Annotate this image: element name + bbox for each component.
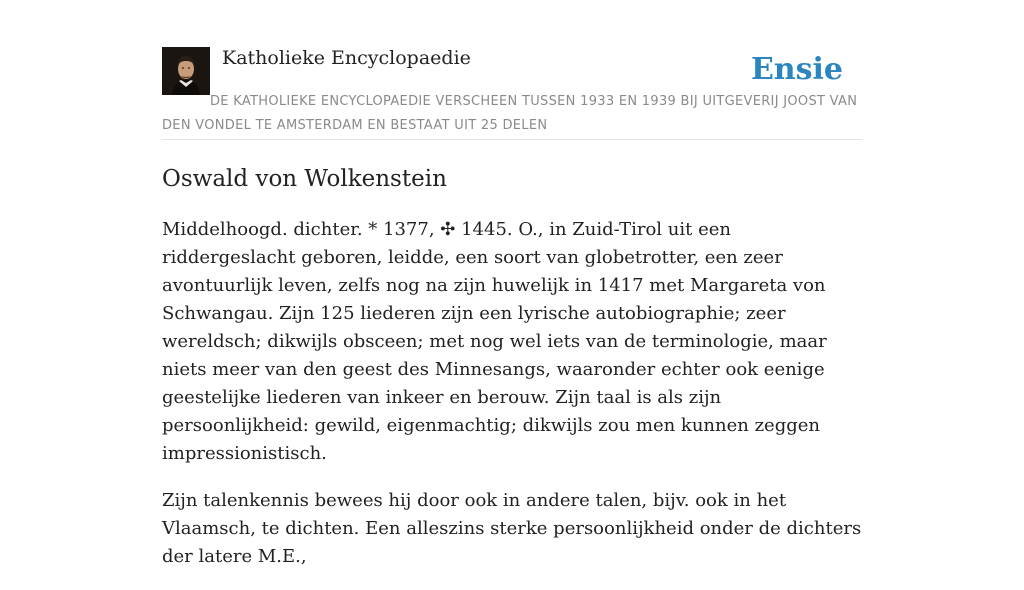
publication-header xyxy=(162,46,862,140)
portrait-avatar-graphic xyxy=(162,47,210,95)
article-body xyxy=(162,216,866,590)
ensie-logo[interactable]: Ensie xyxy=(750,52,843,87)
article-paragraph: Middelhoogd. dichter. * 1377, ✣ 1445. O., in Zuid-Tirol uit een riddergeslacht geboren, leidde, een soort van globetrotter, een zeer avontuurlijk leven, zelfs nog na zijn huwelijk in 1417 met Margareta von Schwangau. Zijn 125 liederen zijn een lyrische autobiographie; zeer wereldsch; dikwijls obsceen; met nog wel iets van de terminologie, maar niets meer van den geest des Minnesangs, waaronder echter ook eenige geestelijke liederen van inkeer en berouw. Zijn taal is als zijn persoonlijkheid: gewild, eigenmachtig; dikwijls zou men kunnen zeggen impressionistisch. xyxy=(162,219,827,464)
article-paragraph: Zijn talenkennis bewees hij door ook in andere talen, bijv. ook in het Vlaamsch, te dichten. Een alleszins sterke persoonlijkheid onder de dichters der latere M.E., xyxy=(162,490,862,567)
publication-description: DE KATHOLIEKE ENCYCLOPAEDIE VERSCHEEN TUSSEN 1933 EN 1939 BIJ UITGEVERIJ JOOST VAN DEN VONDEL TE AMSTERDAM EN BESTAAT UIT 25 DELEN xyxy=(162,94,858,133)
portrait-avatar-icon[interactable] xyxy=(162,47,210,95)
article-title: Oswald von Wolkenstein xyxy=(162,166,447,192)
publication-title[interactable]: Katholieke Encyclopaedie xyxy=(222,47,471,69)
